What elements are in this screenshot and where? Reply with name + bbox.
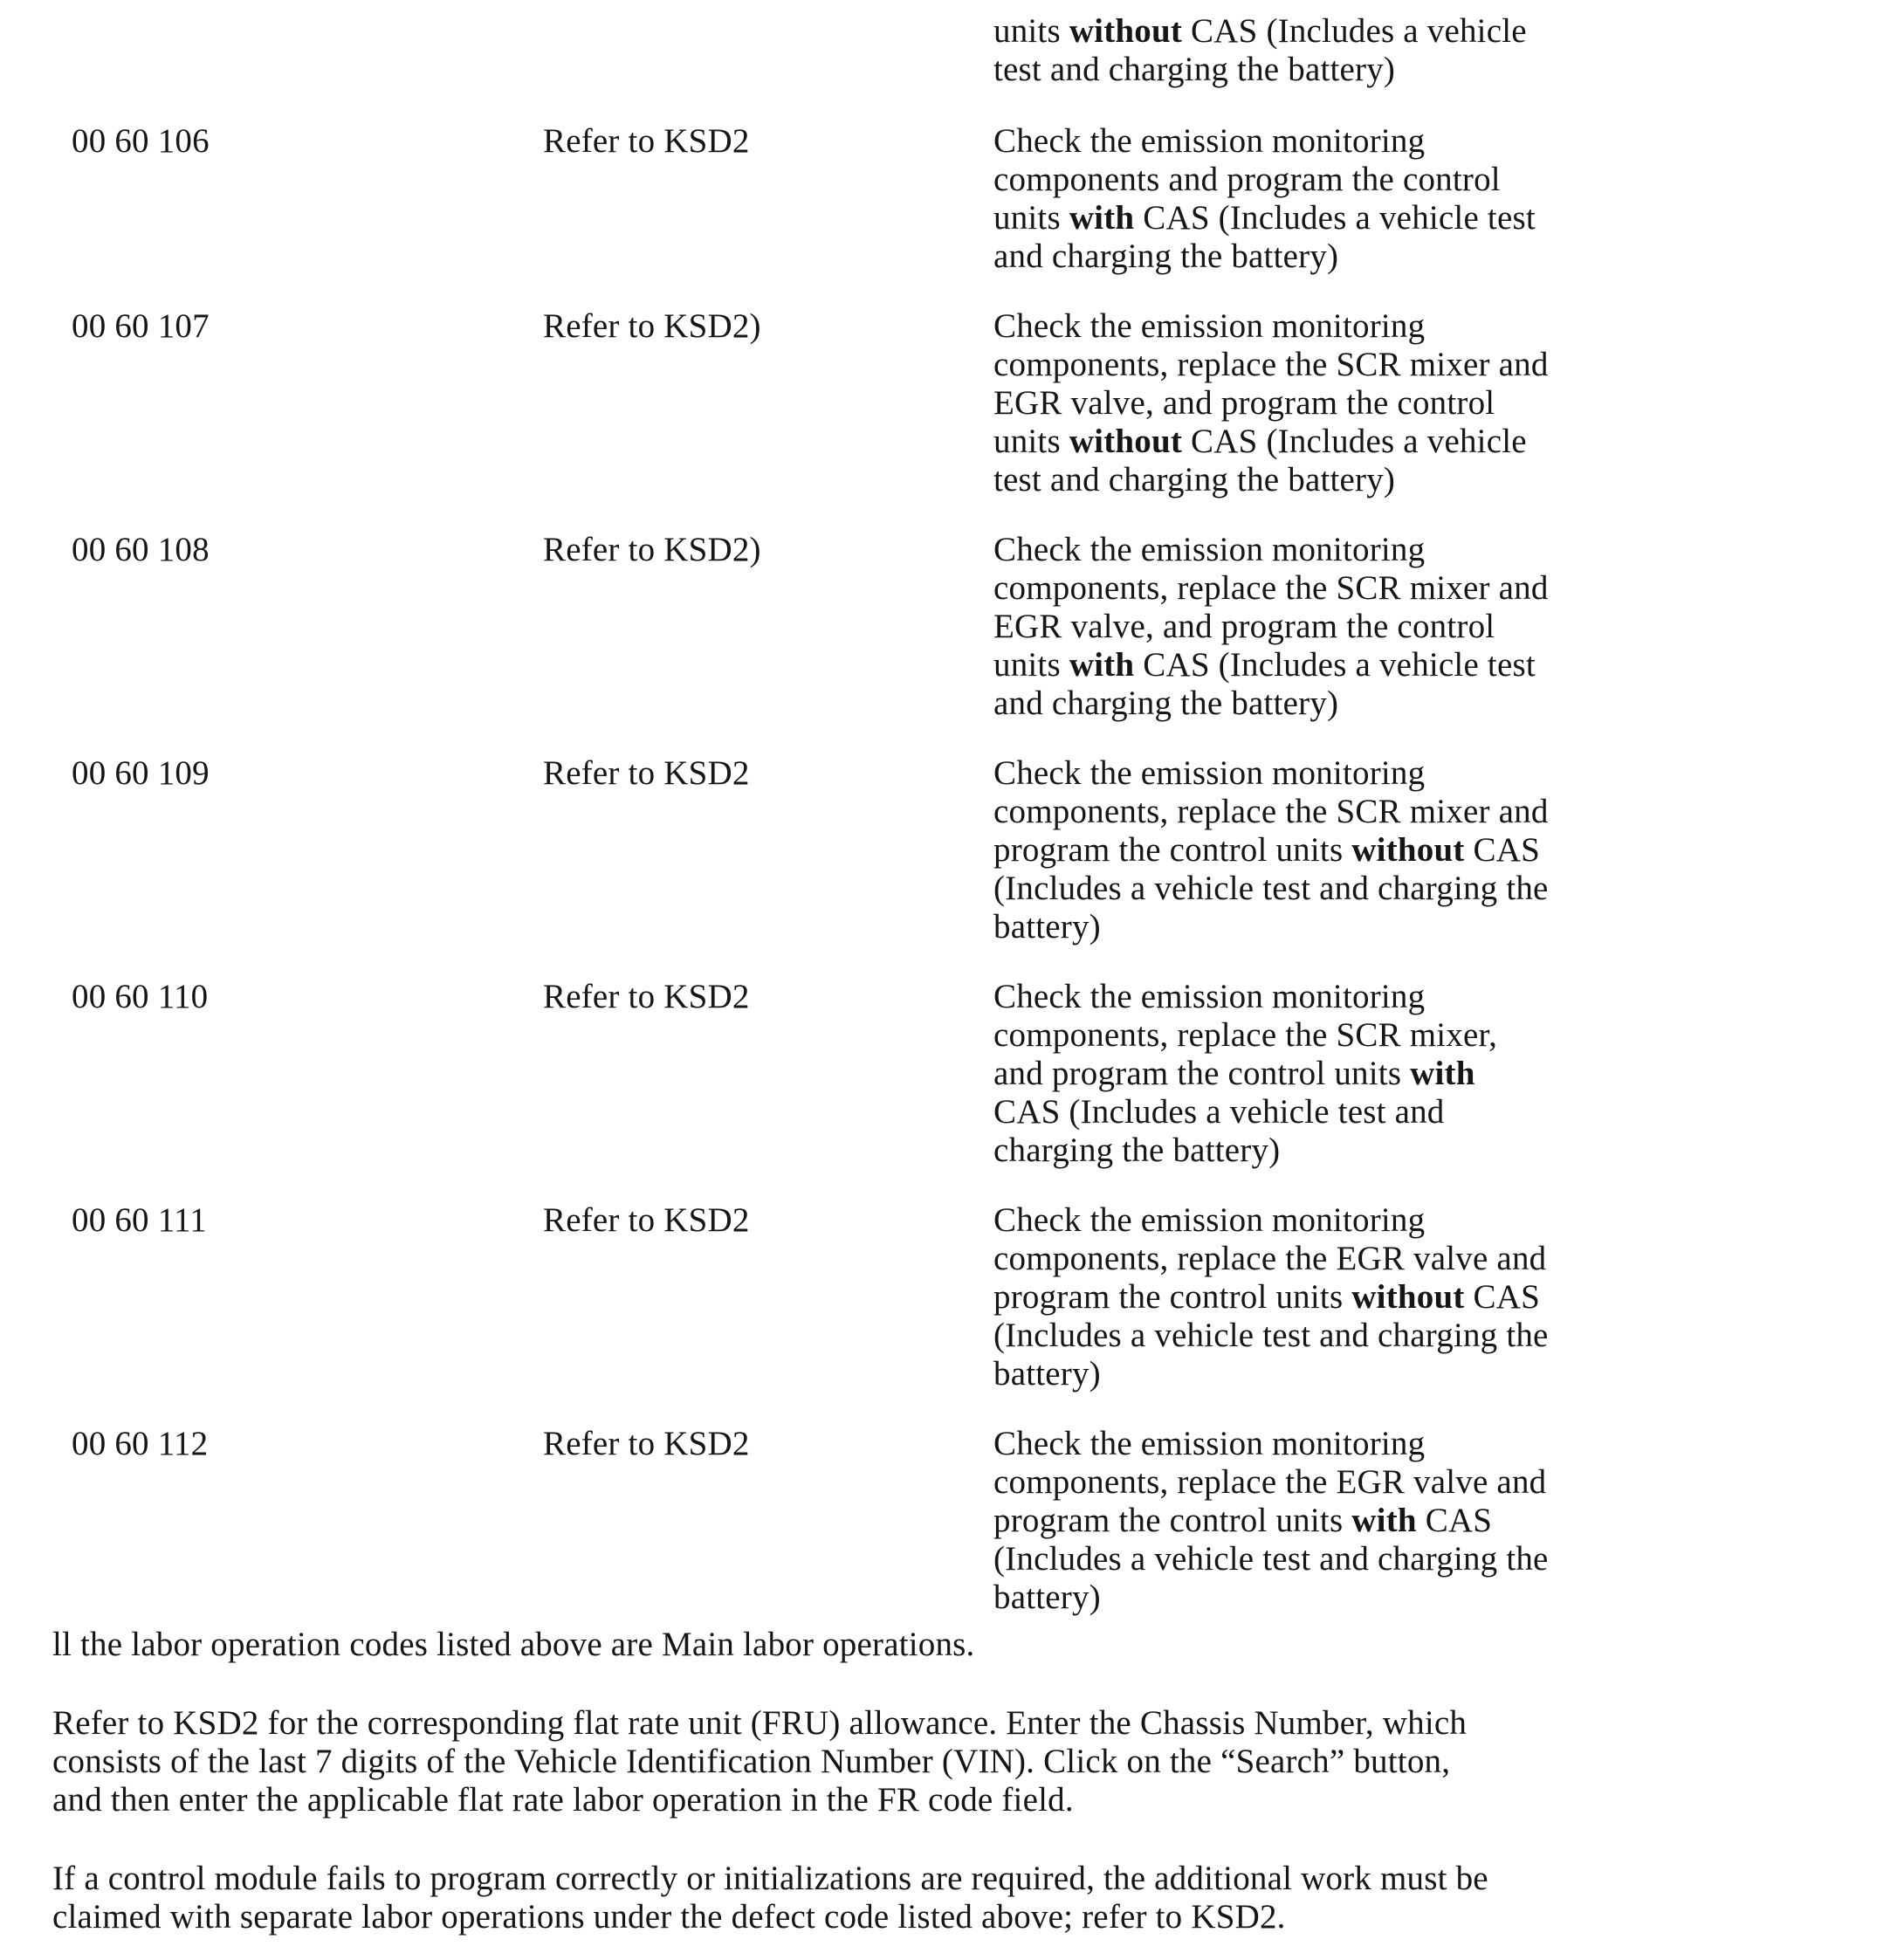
description-line: EGR valve, and program the control	[993, 608, 1495, 645]
description-line: (Includes a vehicle test and charging the	[993, 1317, 1549, 1354]
description-line: battery)	[993, 908, 1101, 946]
fru-reference: Refer to KSD2	[543, 978, 750, 1015]
description-line: and charging the battery)	[993, 237, 1339, 275]
fru-reference: Refer to KSD2	[543, 1425, 750, 1462]
labor-code: 00 60 112	[72, 1425, 209, 1462]
labor-code: 00 60 108	[72, 531, 210, 568]
description-line: components, replace the SCR mixer and	[993, 346, 1549, 383]
description-line: program the control units without CAS	[993, 831, 1540, 869]
fru-reference: Refer to KSD2	[543, 1201, 750, 1239]
description-line: charging the battery)	[993, 1131, 1281, 1169]
labor-code: 00 60 106	[72, 122, 210, 160]
fru-reference: Refer to KSD2)	[543, 307, 761, 345]
ksd2-instructions-line-1: Refer to KSD2 for the corresponding flat rate unit (FRU) allowance. Enter the Chassis Number, which	[52, 1704, 1468, 1742]
description-line: battery)	[993, 1355, 1101, 1393]
labor-code: 00 60 110	[72, 978, 209, 1015]
description-line: components, replace the SCR mixer and	[993, 793, 1549, 830]
description-line: components and program the control	[993, 161, 1501, 198]
labor-code: 00 60 107	[72, 307, 210, 345]
program-failure-note-line-1: If a control module fails to program correctly or initializations are required, the additional work must be	[52, 1860, 1488, 1897]
description-line: and charging the battery)	[993, 684, 1339, 722]
ksd2-instructions-line-2: consists of the last 7 digits of the Vehicle Identification Number (VIN). Click on the “Search” button,	[52, 1743, 1451, 1780]
fru-reference: Refer to KSD2)	[543, 531, 761, 568]
description-line: units with CAS (Includes a vehicle test	[993, 646, 1536, 684]
description-line: units without CAS (Includes a vehicle	[993, 423, 1527, 460]
description-line: program the control units without CAS	[993, 1278, 1540, 1316]
description-line: Check the emission monitoring	[993, 1201, 1426, 1239]
description-line: Check the emission monitoring	[993, 754, 1426, 792]
labor-code: 00 60 111	[72, 1201, 207, 1239]
description-line: test and charging the battery)	[993, 461, 1396, 499]
description-line: Check the emission monitoring	[993, 531, 1426, 568]
prev-desc-line-2: test and charging the battery)	[993, 51, 1396, 88]
fru-reference: Refer to KSD2	[543, 754, 750, 792]
description-line: Check the emission monitoring	[993, 1425, 1426, 1462]
description-line: units with CAS (Includes a vehicle test	[993, 199, 1536, 237]
description-line: and program the control units with	[993, 1055, 1475, 1092]
fru-reference: Refer to KSD2	[543, 122, 750, 160]
description-line: components, replace the EGR valve and	[993, 1463, 1547, 1501]
description-line: Check the emission monitoring	[993, 978, 1426, 1015]
ksd2-instructions-line-3: and then enter the applicable flat rate labor operation in the FR code field.	[52, 1781, 1074, 1819]
description-line: Check the emission monitoring	[993, 307, 1426, 345]
description-line: components, replace the SCR mixer and	[993, 569, 1549, 607]
labor-code: 00 60 109	[72, 754, 210, 792]
description-line: components, replace the SCR mixer,	[993, 1016, 1498, 1054]
description-line: EGR valve, and program the control	[993, 384, 1495, 422]
description-line: CAS (Includes a vehicle test and	[993, 1093, 1445, 1131]
description-line: program the control units with CAS	[993, 1502, 1493, 1539]
description-line: (Includes a vehicle test and charging the	[993, 1540, 1549, 1578]
description-line: (Includes a vehicle test and charging the	[993, 870, 1549, 907]
prev-desc-line-1: units without CAS (Includes a vehicle	[993, 12, 1527, 50]
description-line: components, replace the EGR valve and	[993, 1240, 1547, 1277]
main-operations-note: ll the labor operation codes listed above are Main labor operations.	[52, 1626, 975, 1663]
description-line: battery)	[993, 1578, 1101, 1616]
description-line: Check the emission monitoring	[993, 122, 1426, 160]
program-failure-note-line-2: claimed with separate labor operations under the defect code listed above; refer to KSD2.	[52, 1898, 1286, 1936]
